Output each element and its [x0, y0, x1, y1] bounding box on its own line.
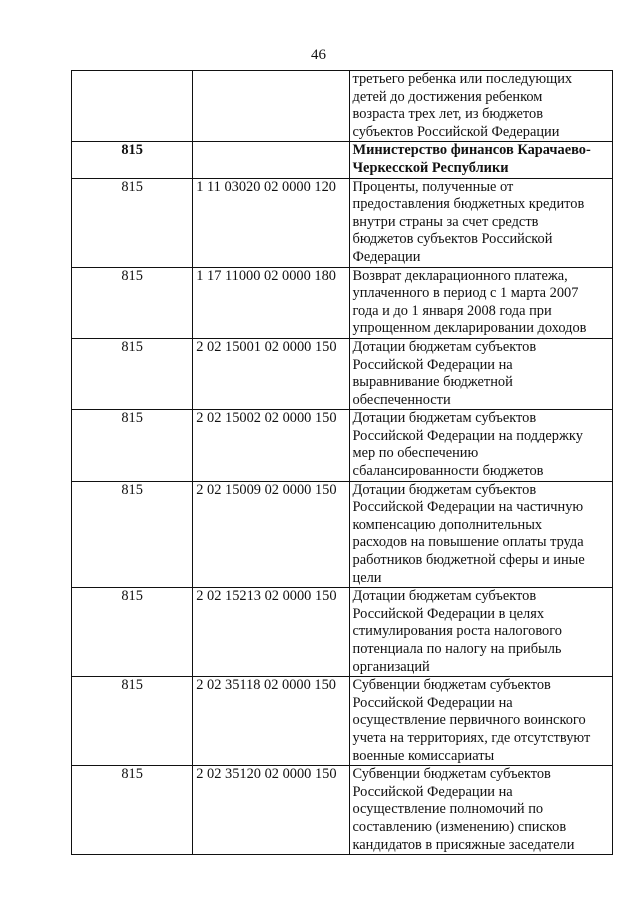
- revenue-code-cell: [193, 71, 349, 142]
- admin-code-cell: [72, 71, 193, 142]
- admin-code-cell: 815: [72, 267, 193, 338]
- administrator-heading-row: [72, 142, 613, 178]
- revenue-code-cell: [193, 142, 349, 178]
- table-row: [72, 481, 613, 588]
- revenue-code-cell: 2 02 35118 02 0000 150: [193, 677, 349, 766]
- admin-code-cell: 815: [72, 178, 193, 267]
- table-row: [72, 267, 613, 338]
- revenue-name-cell: Субвенции бюджетам субъектов Российской Федерации на осуществление первичного воинского учета на территориях, где отсутствуют военные комиссариаты: [349, 677, 613, 766]
- page-number: 46: [311, 47, 326, 63]
- table-row: [72, 178, 613, 267]
- revenue-code-cell: 2 02 15213 02 0000 150: [193, 588, 349, 677]
- revenue-name-cell: Дотации бюджетам субъектов Российской Федерации на выравнивание бюджетной обеспеченности: [349, 338, 613, 409]
- admin-code-cell: 815: [72, 677, 193, 766]
- admin-code-cell: 815: [72, 766, 193, 855]
- revenue-code-cell: 2 02 15001 02 0000 150: [193, 338, 349, 409]
- revenue-code-cell: 2 02 15002 02 0000 150: [193, 410, 349, 481]
- revenue-code-cell: 1 17 11000 02 0000 180: [193, 267, 349, 338]
- table-row: [72, 677, 613, 766]
- table-row: [72, 410, 613, 481]
- admin-code-cell: 815: [72, 338, 193, 409]
- table-row: [72, 766, 613, 855]
- table-body: [72, 71, 613, 855]
- admin-code-cell: 815: [72, 142, 193, 178]
- revenue-code-cell: 2 02 15009 02 0000 150: [193, 481, 349, 588]
- revenue-name-cell: Дотации бюджетам субъектов Российской Федерации в целях стимулирования роста налогового потенциала по налогу на прибыль организаций: [349, 588, 613, 677]
- administrator-name-cell: Министерство финансов Карачаево- Черкесской Республики: [349, 142, 613, 178]
- revenue-name-cell: Дотации бюджетам субъектов Российской Федерации на поддержку мер по обеспечению сбалансированности бюджетов: [349, 410, 613, 481]
- admin-code-cell: 815: [72, 481, 193, 588]
- revenue-code-cell: 2 02 35120 02 0000 150: [193, 766, 349, 855]
- table-row: [72, 338, 613, 409]
- table-row: [72, 71, 613, 142]
- revenue-code-cell: 1 11 03020 02 0000 120: [193, 178, 349, 267]
- admin-code-cell: 815: [72, 410, 193, 481]
- revenue-name-cell: Дотации бюджетам субъектов Российской Федерации на частичную компенсацию дополнительных расходов на повышение оплаты труда работников бюджетной сферы и иные цели: [349, 481, 613, 588]
- table-row: [72, 588, 613, 677]
- revenue-name-cell: третьего ребенка или последующих детей до достижения ребенком возраста трех лет, из бюджетов субъектов Российской Федерации: [349, 71, 613, 142]
- revenue-codes-table: [71, 70, 613, 855]
- revenue-name-cell: Субвенции бюджетам субъектов Российской Федерации на осуществление полномочий по составлению (изменению) списков кандидатов в присяжные заседатели: [349, 766, 613, 855]
- revenue-name-cell: Возврат декларационного платежа, уплаченного в период с 1 марта 2007 года и до 1 января 2008 года при упрощенном декларировании доходов: [349, 267, 613, 338]
- admin-code-cell: 815: [72, 588, 193, 677]
- revenue-name-cell: Проценты, полученные от предоставления бюджетных кредитов внутри страны за счет средств бюджетов субъектов Российской Федерации: [349, 178, 613, 267]
